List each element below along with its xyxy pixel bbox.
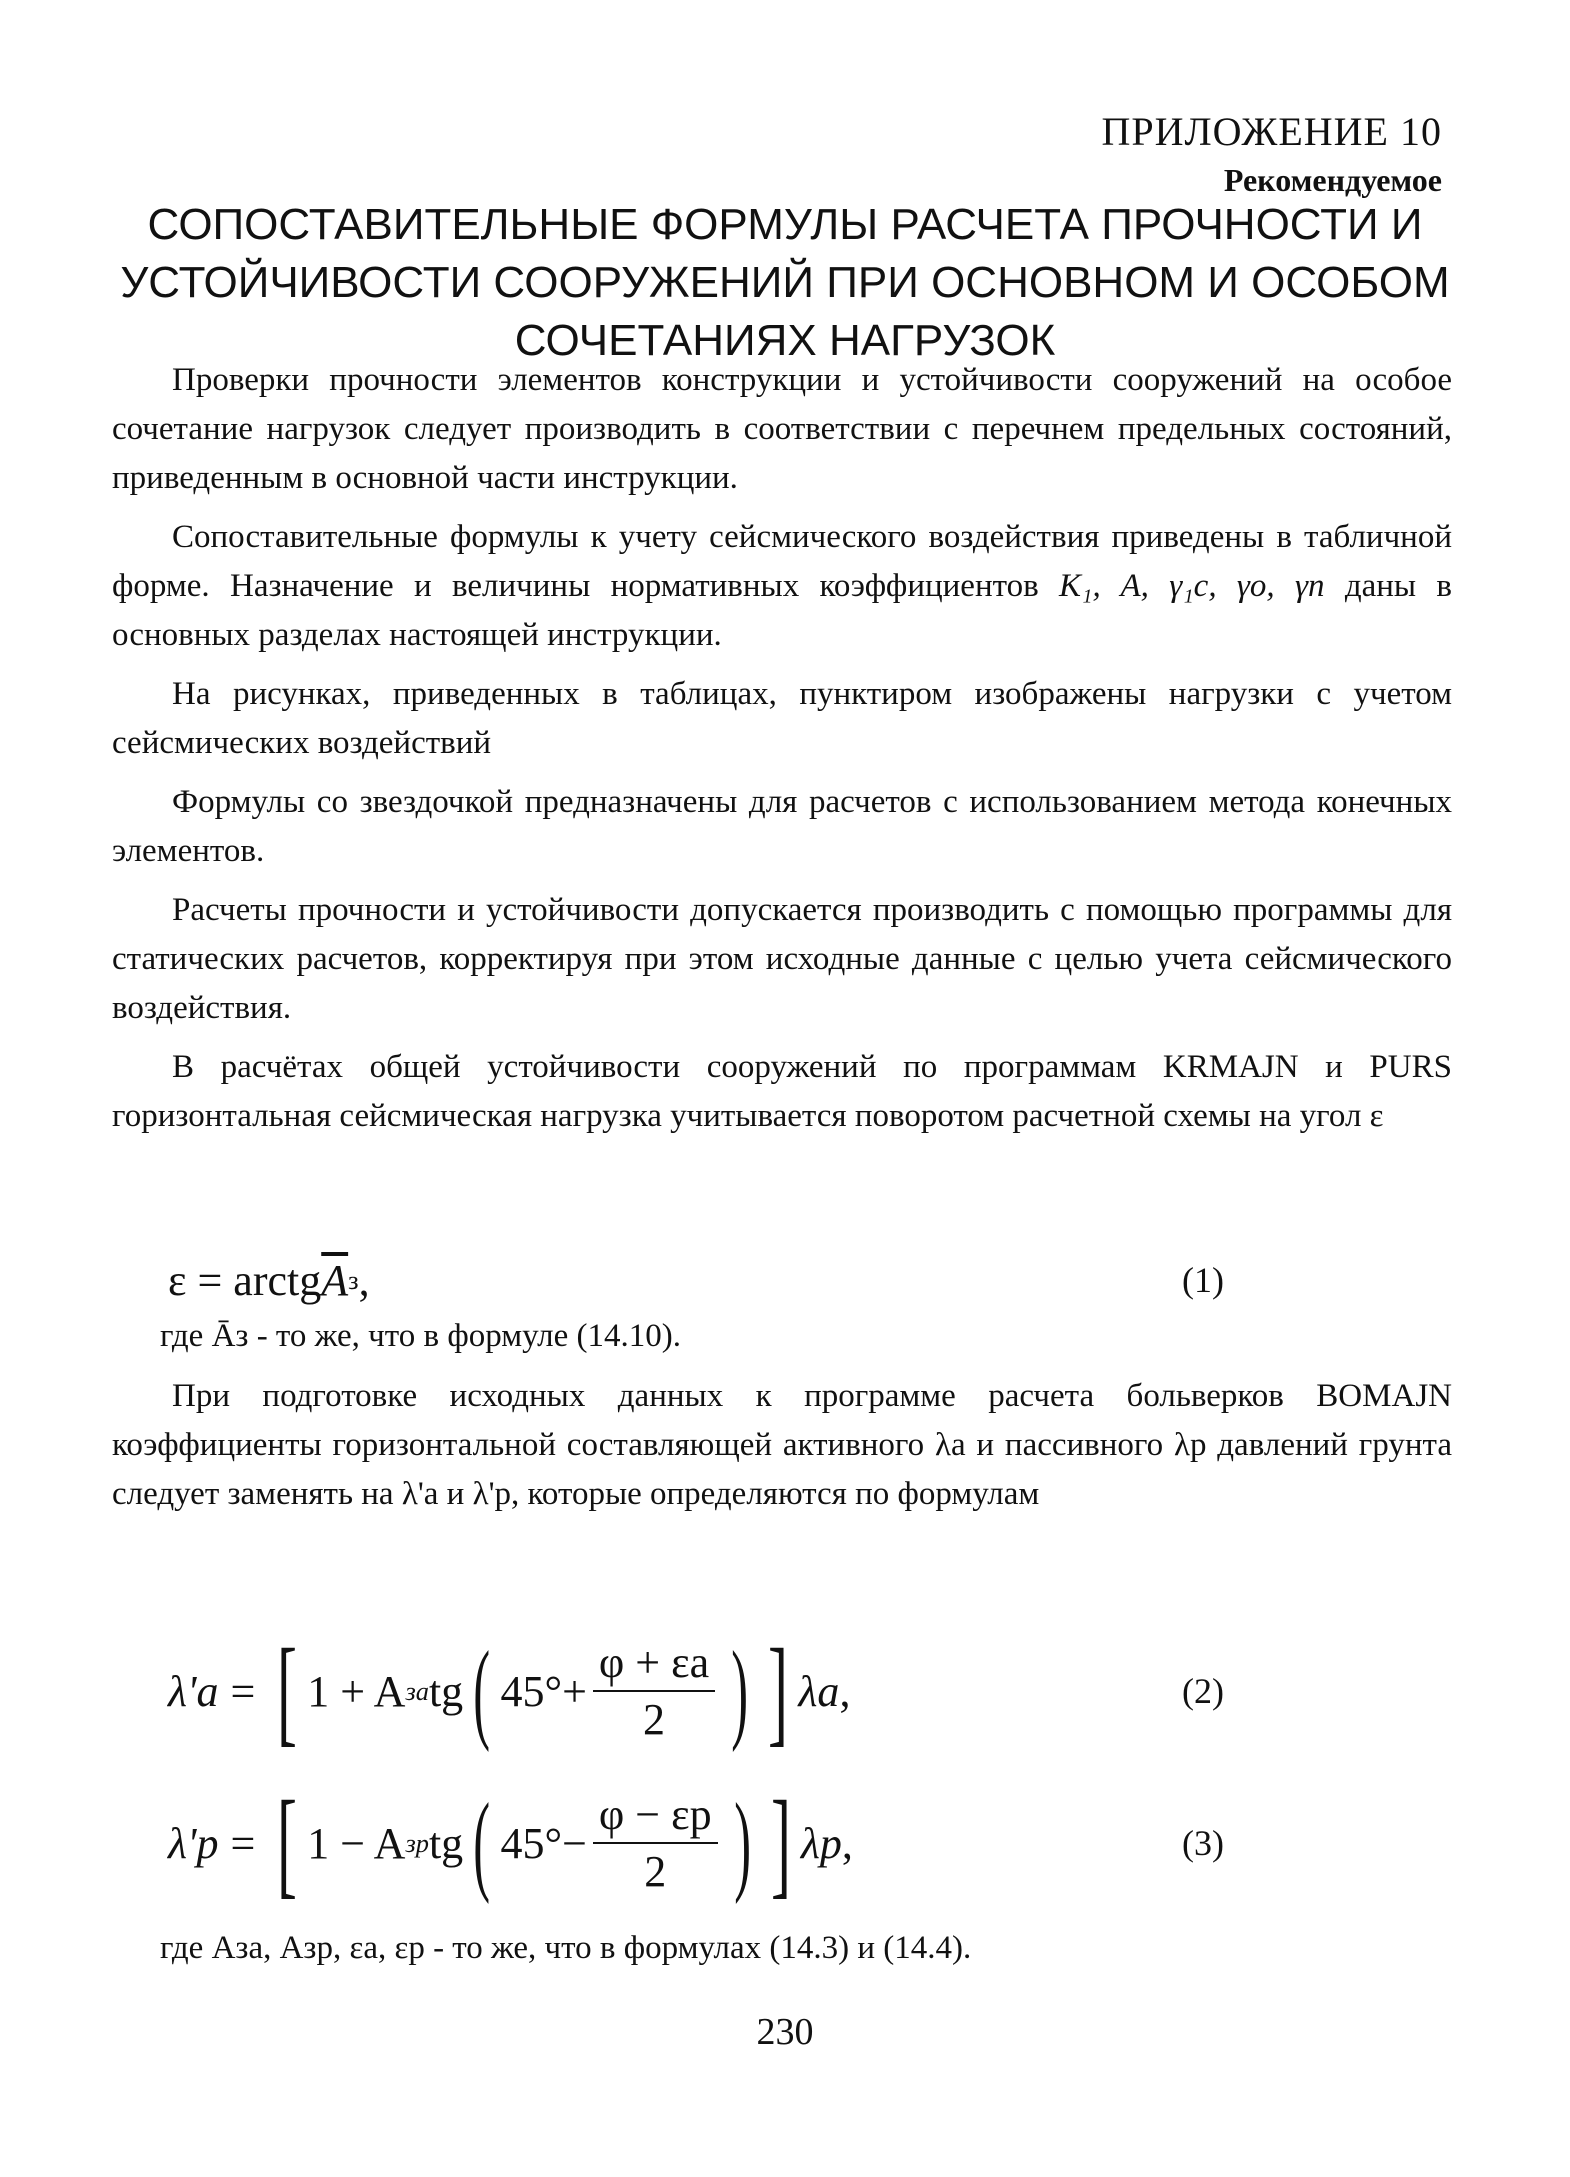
- paragraph-2: [112, 513, 1452, 660]
- formula-3-inner-sub: зр: [405, 1827, 429, 1858]
- paragraph-4: Формулы со звездочкой предназначены для расчетов с использованием метода конечных элементов.: [112, 784, 1452, 869]
- title-line-1: СОПОСТАВИТЕЛЬНЫЕ ФОРМУЛЫ РАСЧЕТА ПРОЧНОСТИ И: [147, 200, 1423, 249]
- paragraph-1: Проверки прочности элементов конструкции и устойчивости сооружений на особое сочетание нагрузок следует производить в соответствии с перечнем предельных состояний, приведенным в основной части инструкции.: [112, 362, 1452, 496]
- title-line-2: УСТОЙЧИВОСТИ СООРУЖЕНИЙ ПРИ ОСНОВНОМ И ОСОБОМ: [120, 258, 1450, 307]
- page-title: [120, 196, 1450, 370]
- right-square-bracket: ]: [768, 1624, 789, 1757]
- formula-3-deg: 45°−: [500, 1818, 587, 1868]
- formula-1-lhs: ε = arctg: [168, 1255, 322, 1305]
- formula-2-row: [0, 1626, 1570, 1756]
- left-square-bracket: [: [277, 1776, 298, 1909]
- formula-2-numerator: φ + εa: [593, 1637, 715, 1692]
- formula-2: [168, 1626, 850, 1756]
- formula-2-tg: tg: [428, 1666, 464, 1716]
- formula-3-tg: tg: [428, 1818, 464, 1868]
- formula-1-number: (1): [1182, 1260, 1224, 1300]
- formula-3-number: (3): [1182, 1823, 1224, 1863]
- formula-2-inner-sub: за: [405, 1675, 429, 1706]
- formula-2-inner-start: 1 + A: [307, 1666, 406, 1716]
- paragraph-5: Расчеты прочности и устойчивости допускается производить с помощью программы для статических расчетов, корректируя при этом исходные данные с целью учета сейсмического воздействия.: [112, 892, 1452, 1026]
- status-label: Рекомендуемое: [1223, 162, 1442, 198]
- right-paren: ): [733, 1781, 751, 1905]
- body-text-2: [112, 1372, 1452, 1529]
- page-number: 230: [756, 2011, 814, 2053]
- title-line-3: СОЧЕТАНИЯХ НАГРУЗОК: [514, 316, 1056, 365]
- formula-2-tail: ,: [839, 1666, 851, 1716]
- formula-3-rhs: λp: [800, 1818, 842, 1868]
- left-paren: (: [473, 1629, 491, 1753]
- formula-1-arg-sub: з: [348, 1264, 359, 1295]
- paragraph-3: На рисунках, приведенных в таблицах, пунктиром изображены нагрузки с учетом сейсмических воздействий: [112, 676, 1452, 761]
- paragraph-2-end: даны в основных разделах настоящей инструкции.: [112, 568, 1452, 653]
- coefficients-list: K₁, A, γ₁с, γо, γn: [1059, 568, 1325, 604]
- right-square-bracket: ]: [770, 1776, 791, 1909]
- annex-label: ПРИЛОЖЕНИЕ 10: [1101, 109, 1442, 154]
- formula-3: [168, 1778, 853, 1908]
- equals-sign: =: [230, 1818, 256, 1868]
- formula-3-numerator: φ − εp: [593, 1789, 718, 1844]
- left-square-bracket: [: [277, 1624, 298, 1757]
- formula-1-row: [0, 1240, 1570, 1320]
- formula-3-tail: ,: [841, 1818, 853, 1868]
- formula-3-row: [0, 1778, 1570, 1908]
- formula-3-lhs: λ'p: [168, 1818, 219, 1868]
- formula-3-fraction: [593, 1789, 718, 1897]
- formula-2-rhs: λa: [798, 1666, 840, 1716]
- formula-2-number: (2): [1182, 1671, 1224, 1711]
- formula-3-denominator: 2: [644, 1847, 667, 1896]
- formula-2-deg: 45°+: [500, 1666, 587, 1716]
- formula-2-fraction: [593, 1637, 715, 1745]
- formula-23-where: где Aза, Aзр, εa, εp - то же, что в формулах (14.3) и (14.4).: [160, 1930, 972, 1966]
- paragraph-6: В расчётах общей устойчивости сооружений по программам KRMAJN и PURS горизонтальная сейсмическая нагрузка учитывается поворотом расчетной схемы на угол ε: [112, 1049, 1452, 1134]
- formula-1-where: где Āз - то же, что в формуле (14.10).: [160, 1318, 682, 1354]
- formula-2-lhs: λ'a: [168, 1666, 219, 1716]
- left-paren: (: [473, 1781, 491, 1905]
- formula-1: [168, 1240, 370, 1320]
- equals-sign: =: [230, 1666, 256, 1716]
- formula-1-arg: $\overline{A}$: [321, 1255, 349, 1305]
- right-paren: ): [731, 1629, 749, 1753]
- formula-2-denominator: 2: [643, 1695, 665, 1744]
- paragraph-2-start: Сопоставительные формулы к учету сейсмического воздействия приведены в табличной форме. Назначение и величины нормативных коэффициентов: [112, 519, 1452, 604]
- paragraph-7: При подготовке исходных данных к программе расчета больверков BOMAJN коэффициенты горизонтальной составляющей активного λa и пассивного λp давлений грунта следует заменять на λ'a и λ'p, которые определяются по формулам: [112, 1378, 1452, 1512]
- formula-1-tail: ,: [358, 1255, 370, 1305]
- body-text: [112, 356, 1452, 1151]
- formula-3-inner-start: 1 − A: [307, 1818, 406, 1868]
